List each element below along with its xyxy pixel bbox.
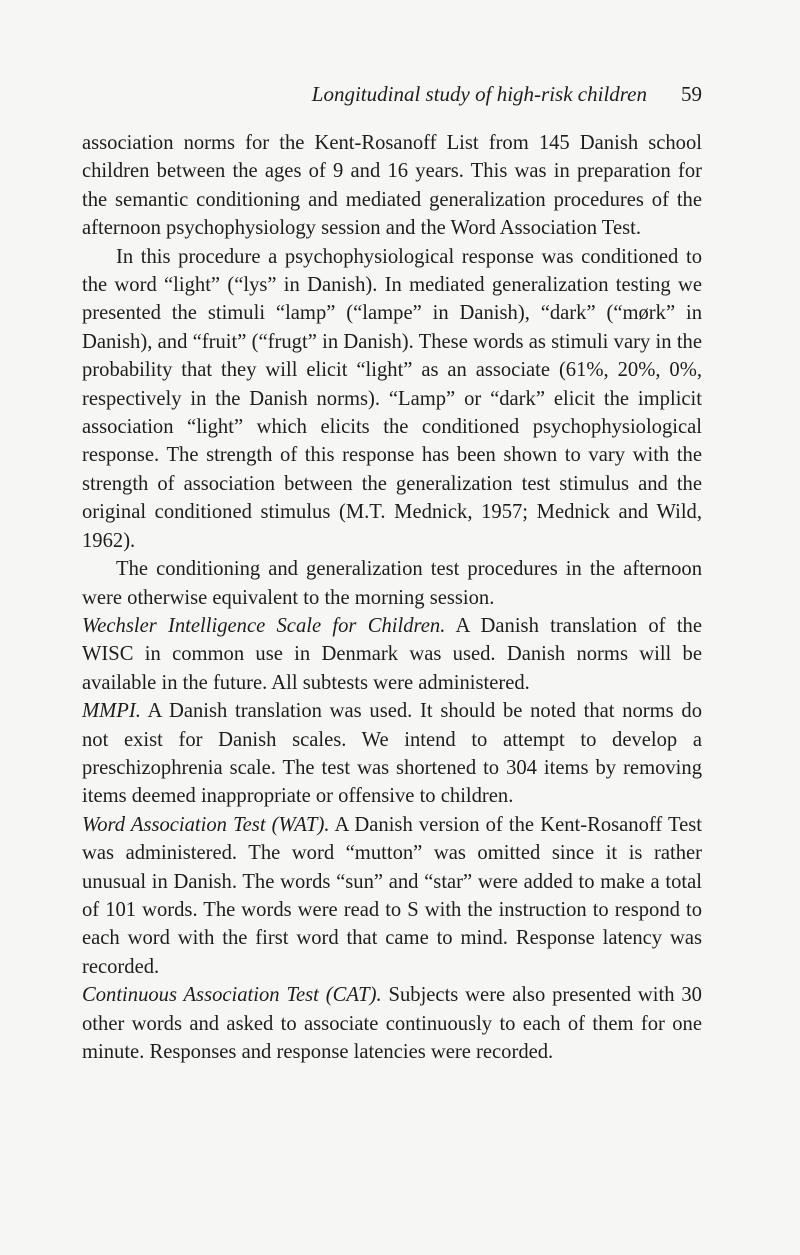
section-heading-cat: Continuous Association Test (CAT). — [82, 984, 382, 1007]
section-text-wat: A Danish version of the Kent-Rosanoff Test was administered. The word “mutton” was omitted since it is rather unusual in Danish. The words “sun” and “star” were added to make a total of 101 words. The words were read to S with the instruction to respond to each word with the first word that came to mind. Response latency was recorded. — [82, 813, 702, 978]
section-heading-mmpi: MMPI. — [82, 700, 141, 723]
paragraph-afternoon: The conditioning and generalization test procedures in the afternoon were otherwise equivalent to the morning session. — [82, 558, 702, 609]
paragraph-conditioning: In this procedure a psychophysiological response was conditioned to the word “light” (“lys” in Danish). In mediated generalization testing we presented the stimuli “lamp” (“lampe” in Danish), “dark” (“mørk” in Danish), and “fruit” (“frugt” in Danish). These words as stimuli vary in the probability that they will elicit “light” as an associate (61%, 20%, 0%, respectively in the Danish norms). “Lamp” or “dark” elicit the implicit association “light” which elicits the conditioned psychophysiological response. The strength of this response has been shown to vary with the strength of association between the generalization test stimulus and the original conditioned stimulus (M.T. Mednick, 1957; Mednick and Wild, 1962). — [82, 245, 702, 552]
page-number: 59 — [681, 82, 702, 106]
section-text-wisc: A Danish translation of the WISC in common use in Denmark was used. Danish norms will be available in the future. All subtests were administered. — [82, 614, 702, 694]
section-mmpi — [82, 697, 702, 811]
section-cat — [82, 981, 702, 1066]
section-text-cat: Subjects were also presented with 30 other words and asked to associate continuously to each of them for one minute. Responses and response latencies were recorded. — [82, 984, 702, 1063]
paragraph-continued: association norms for the Kent-Rosanoff List from 145 Danish school children between the ages of 9 and 16 years. This was in preparation for the semantic conditioning and mediated generalization procedures of the afternoon psychophysiology session and the Word Association Test. — [82, 132, 702, 240]
section-heading-wisc: Wechsler Intelligence Scale for Children. — [82, 614, 446, 637]
running-title: Longitudinal study of high-risk children — [311, 82, 647, 106]
running-head — [82, 82, 702, 107]
section-text-mmpi: A Danish translation was used. It should be noted that norms do not exist for Danish scales. We intend to attempt to develop a preschizophrenia scale. The test was shortened to 304 items by removing items deemed inappropriate or offensive to children. — [82, 700, 702, 808]
section-wisc — [82, 612, 702, 697]
section-wat — [82, 811, 702, 981]
body-text — [82, 129, 702, 1066]
section-heading-wat: Word Association Test (WAT). — [82, 813, 330, 836]
